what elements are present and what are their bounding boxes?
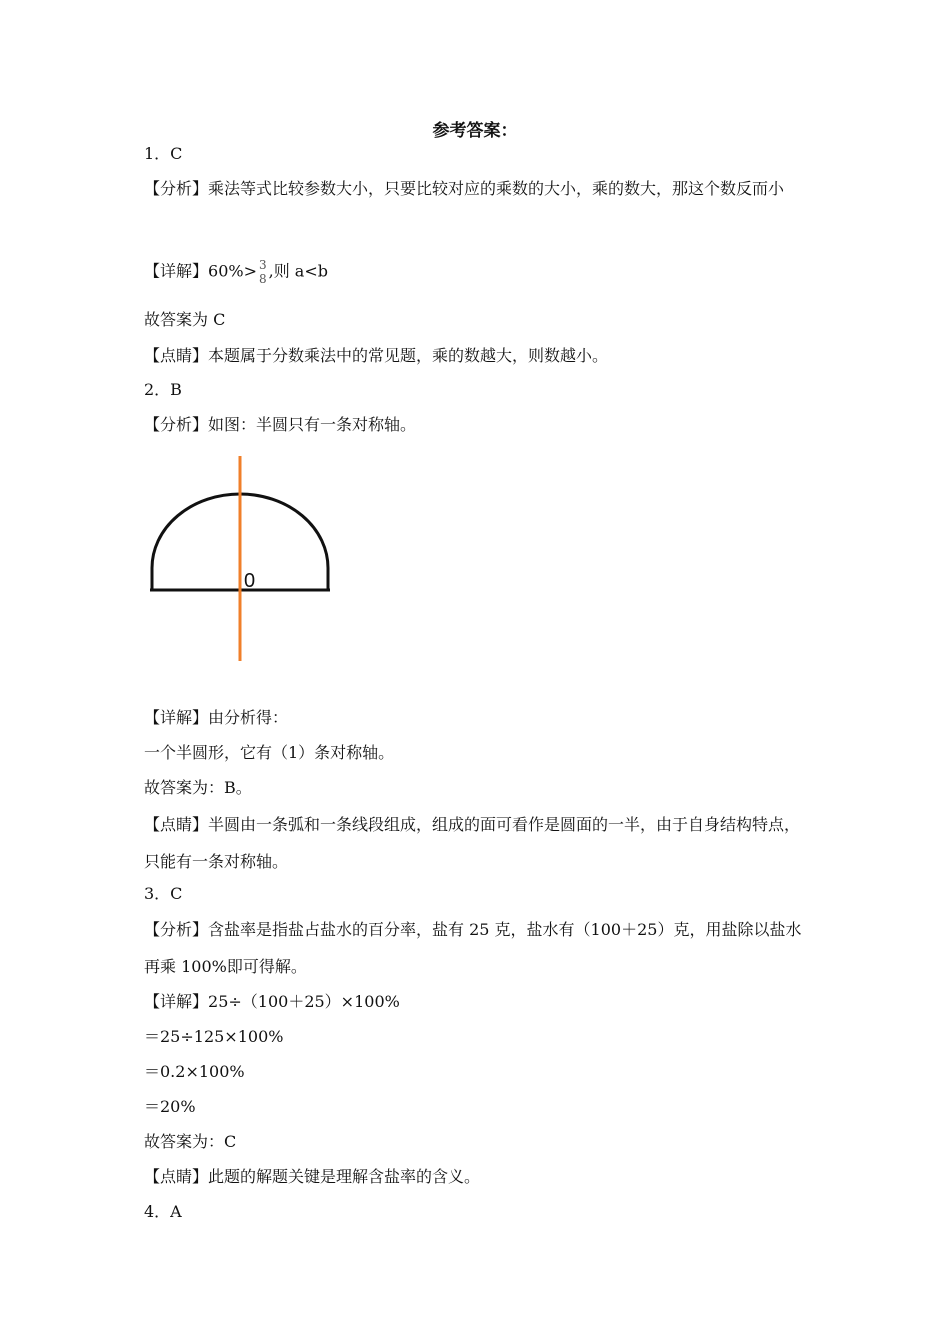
q1-analysis-label: 【分析】: [144, 179, 209, 198]
q3-step3: ＝20%: [144, 1097, 196, 1116]
q1-tip-text: 本题属于分数乘法中的常见题，乘的数越大，则数越小。: [208, 346, 609, 365]
q2-detail-text: 由分析得：: [208, 708, 289, 727]
q1-detail-suffix: ,则 a<b: [268, 261, 328, 281]
q1-tip-label: 【点睛】: [144, 346, 209, 365]
center-label: 0: [244, 570, 256, 592]
q2-analysis: [144, 413, 416, 437]
q2-analysis-text: 如图：半圆只有一条对称轴。: [208, 415, 417, 434]
q2-detail: [144, 706, 288, 730]
semicircle-figure: [140, 450, 340, 670]
q2-detail-label: 【详解】: [144, 708, 209, 727]
q2-answer: 故答案为：B。: [144, 778, 252, 797]
q2-line1: 一个半圆形，它有（1）条对称轴。: [144, 743, 395, 762]
q1-fraction: [259, 258, 267, 286]
q3-detail-label: 【详解】: [144, 992, 209, 1011]
q2-number: 2．B: [144, 380, 182, 399]
q3-tip: [144, 1165, 480, 1189]
q2-analysis-label: 【分析】: [144, 415, 209, 434]
q3-analysis-label: 【分析】: [144, 920, 209, 939]
q1-tip: [144, 344, 608, 368]
q1-analysis-text: 乘法等式比较参数大小，只要比较对应的乘数的大小，乘的数大，那这个数反而小: [208, 179, 785, 198]
q3-answer: 故答案为：C: [144, 1132, 237, 1151]
q1-fraction-numerator: 3: [258, 258, 267, 272]
q1-detail: [144, 258, 328, 286]
q1-detail-label: 【详解】: [144, 261, 209, 281]
q3-detail-text: 25÷（100＋25）×100%: [208, 992, 400, 1011]
q2-tip: [144, 806, 804, 880]
q3-tip-label: 【点睛】: [144, 1167, 209, 1186]
q1-fraction-denominator: 8: [258, 272, 267, 286]
q2-tip-label: 【点睛】: [144, 815, 209, 834]
q3-detail: [144, 990, 400, 1014]
q3-step2: ＝0.2×100%: [144, 1062, 245, 1081]
q4-number: 4．A: [144, 1202, 182, 1221]
q3-analysis-text: 含盐率是指盐占盐水的百分率，盐有 25 克，盐水有（100＋25）克，用盐除以盐水再乘 100%即可得解。: [144, 920, 802, 976]
page-title: 参考答案：: [432, 121, 518, 141]
q1-number: 1．C: [144, 144, 183, 163]
q1-analysis: [144, 170, 804, 207]
q2-tip-text: 半圆由一条弧和一条线段组成，组成的面可看作是圆面的一半，由于自身结构特点，只能有一条对称轴。: [144, 815, 801, 871]
q3-step1: ＝25÷125×100%: [144, 1027, 284, 1046]
q3-tip-text: 此题的解题关键是理解含盐率的含义。: [208, 1167, 481, 1186]
q3-analysis: [144, 911, 804, 985]
q1-answer: 故答案为 C: [144, 310, 226, 329]
q3-number: 3．C: [144, 884, 183, 903]
q1-detail-prefix: 60%>: [208, 261, 257, 281]
